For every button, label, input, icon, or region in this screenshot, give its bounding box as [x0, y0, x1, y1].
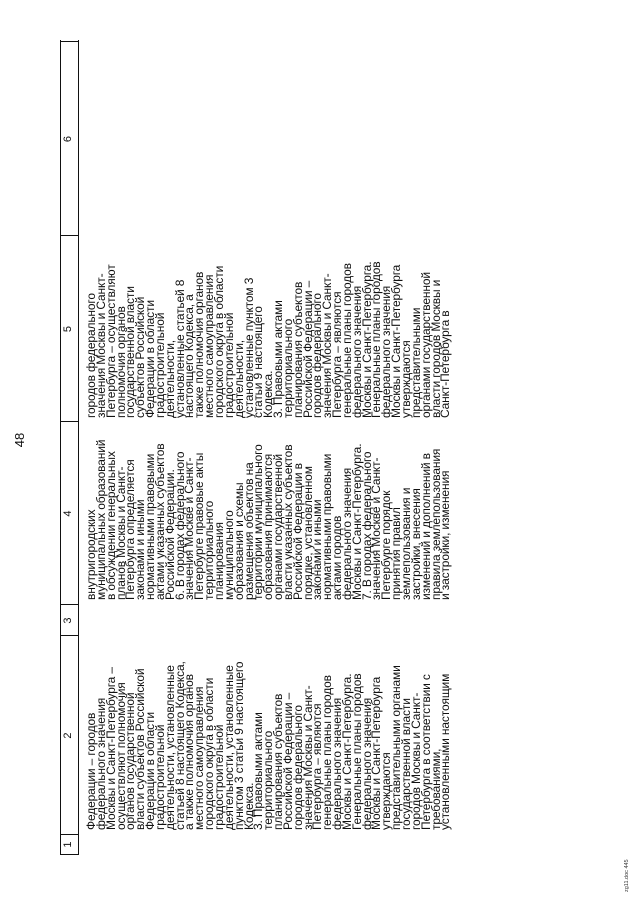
text-line: муниципального — [221, 510, 236, 600]
text-line: Петербурге порядок — [379, 490, 394, 600]
text-line: градостроительной — [152, 724, 167, 830]
text-line: власти указанных субъектов — [280, 444, 295, 600]
text-line: деятельности, установленные — [221, 665, 236, 830]
text-line: Федерации – городов — [84, 712, 98, 830]
column-header-6: 6 — [62, 135, 74, 143]
text-line: Санкт-Петербурга в — [438, 310, 453, 418]
text-line: власти городов Москвы и — [428, 279, 443, 418]
text-line: Генеральные планы городов — [369, 261, 384, 418]
text-line: муниципальных образований — [93, 439, 108, 600]
text-line: актами указанных субъектов — [152, 443, 167, 600]
text-line: 3. Правовыми актами — [251, 712, 266, 830]
text-line: Российской Федерации. — [162, 469, 177, 600]
text-line: территориального — [202, 500, 217, 600]
text-line: актами городов — [330, 515, 345, 600]
text-line: местного самоуправления — [192, 686, 207, 830]
text-line: нормативными правовыми — [143, 453, 158, 600]
comparison-table — [60, 40, 621, 855]
text-line: федерального значения — [379, 285, 394, 418]
text-line: представительными органами — [389, 665, 404, 830]
text-line: Федерации в области — [143, 300, 158, 418]
footer-file-reference: zg11.doc 445 — [624, 859, 630, 892]
text-line: генеральные планы городов — [320, 675, 335, 830]
text-line: Петербурга – осуществляют — [103, 264, 118, 418]
text-line: градостроительной — [221, 312, 236, 418]
text-line: городского округа в области — [202, 677, 217, 830]
text-line: Российской Федерации – — [300, 280, 315, 418]
text-line: городов федерального — [84, 293, 98, 418]
text-line: Петербурга определяется — [123, 459, 138, 600]
column-divider — [61, 854, 78, 855]
text-line: местного самоуправления — [202, 274, 217, 418]
text-line: федерального значения — [330, 697, 345, 830]
text-line: Российской Федерации – — [280, 692, 295, 830]
table-header-row — [61, 40, 79, 855]
text-line: городов федерального — [310, 293, 325, 418]
text-line: а также полномочия органов — [182, 674, 197, 830]
text-line: органами государственной — [271, 454, 286, 600]
text-line: 6. В городах федерального — [172, 451, 187, 600]
text-line: установленные статьей 8 — [172, 279, 187, 418]
text-line: генеральные планы городов — [339, 263, 354, 418]
text-line: Петербурга в соответствии с — [418, 674, 433, 830]
text-line: статьей 8 настоящего Кодекса, — [172, 661, 187, 830]
text-line: принятия правил — [389, 507, 404, 600]
text-line: настоящего Кодекса, а — [182, 294, 197, 418]
text-line: деятельности, — [231, 340, 246, 418]
column-header-3: 3 — [62, 617, 74, 624]
text-line: в обсуждении генеральных — [103, 451, 118, 600]
column-header-1: 1 — [62, 841, 74, 848]
text-line: деятельности, — [162, 340, 177, 418]
text-line: Федерации в области — [143, 712, 158, 830]
text-line: законами и иными — [133, 499, 148, 600]
text-line: образования принимаются — [261, 453, 276, 600]
column-header-5: 5 — [62, 325, 74, 333]
text-line: статьи 9 настоящего — [251, 306, 266, 418]
page-number: 48 — [12, 432, 27, 448]
text-line: значения Москвы и Санкт- — [300, 685, 315, 830]
text-line: градостроительной — [152, 312, 167, 418]
text-line: Москвы и Санкт-Петербурга. — [339, 673, 354, 830]
text-line: городов федерального — [290, 705, 305, 830]
text-line: значения Москвы и Санкт- — [320, 273, 335, 418]
text-line: территории муниципального — [251, 444, 266, 600]
text-line: Петербурге правовые акты — [192, 452, 207, 600]
text-line: законами и иными — [310, 499, 325, 600]
text-line: 3. Правовыми актами — [271, 300, 286, 418]
text-line: утверждаются — [379, 752, 394, 830]
text-line: представительными — [408, 307, 423, 418]
text-line: утверждаются — [399, 340, 413, 418]
text-line: планирования субъектов — [290, 281, 305, 418]
text-line: нормативными правовыми — [320, 453, 335, 600]
text-line: федерального значения — [93, 697, 108, 830]
text-line: застройки, внесения — [408, 488, 423, 600]
text-line: полномочия органов — [113, 306, 128, 418]
text-line: планирования субъектов — [271, 693, 286, 830]
text-line: 7. В городах федерального — [359, 451, 374, 600]
text-line: территориального — [280, 318, 295, 418]
text-line: федерального значения — [359, 697, 374, 830]
column-header-4: 4 — [62, 510, 74, 517]
text-line: также полномочия органов — [192, 271, 207, 418]
text-line: землепользования и — [399, 487, 413, 600]
text-line: образования и схемы — [231, 482, 246, 600]
text-line: установленными настоящим — [438, 673, 453, 830]
text-line: осуществляют полномочия — [113, 682, 128, 830]
column-4-text — [84, 439, 453, 600]
text-line: Генеральные планы городов — [349, 673, 364, 830]
text-line: органами государственной — [418, 272, 433, 418]
text-line: Москвы и Санкт-Петербурга — [369, 676, 384, 830]
text-line: Москвы и Санкт-Петербурга – — [103, 667, 118, 830]
text-line: пунктом 3 статьи 9 настоящего — [231, 661, 246, 830]
text-line: Российской Федерации в — [290, 463, 305, 600]
text-line: Кодекса. — [241, 782, 256, 830]
text-line: порядке, установленном — [300, 466, 315, 600]
text-line: государственной власти — [399, 698, 413, 830]
text-line: федерального значения — [339, 467, 354, 600]
text-line: государственной власти — [123, 286, 138, 418]
text-line: и застройки, изменения — [438, 470, 453, 600]
text-line: планов Москвы и Санкт- — [113, 466, 128, 600]
text-line: значения Москве и Санкт- — [369, 457, 384, 600]
text-line: Москвы и Санкт-Петербурга. — [349, 443, 364, 600]
column-2-text — [84, 661, 453, 830]
text-line: значения Москвы и Санкт- — [93, 273, 108, 418]
column-5-text — [84, 261, 453, 418]
text-line: городов Москвы и Санкт- — [408, 692, 423, 830]
column-header-2: 2 — [62, 732, 74, 739]
text-line: Кодекса. — [261, 370, 276, 418]
text-line: Петербурга – являются — [330, 291, 345, 418]
text-line: требованиями, — [428, 748, 443, 830]
text-line: городского округа в области — [211, 265, 226, 418]
text-line: установленные пунктом 3 — [241, 277, 256, 418]
text-line: правила землепользования — [428, 448, 443, 600]
text-line: планирования — [211, 522, 226, 600]
text-line: субъектов Российской — [133, 296, 148, 418]
text-line: органов государственной — [123, 692, 138, 830]
text-line: размещения объектов на — [241, 462, 256, 600]
text-line: территориального — [261, 730, 276, 830]
text-line: Москвы и Санкт-Петербурга. — [359, 261, 374, 418]
text-line: федерального значения — [349, 285, 364, 418]
text-line: власти субъектов Российской — [133, 668, 148, 830]
text-line: Москвы и Санкт-Петербурга — [389, 264, 404, 418]
text-line: Петербурга – являются — [310, 703, 325, 830]
text-line: изменений и дополнений в — [418, 453, 433, 600]
text-line: значения Москве и Санкт- — [182, 457, 197, 600]
text-line: деятельности, установленные — [162, 665, 177, 830]
text-line: внутригородских — [84, 509, 98, 600]
text-line: градостроительной — [211, 724, 226, 830]
